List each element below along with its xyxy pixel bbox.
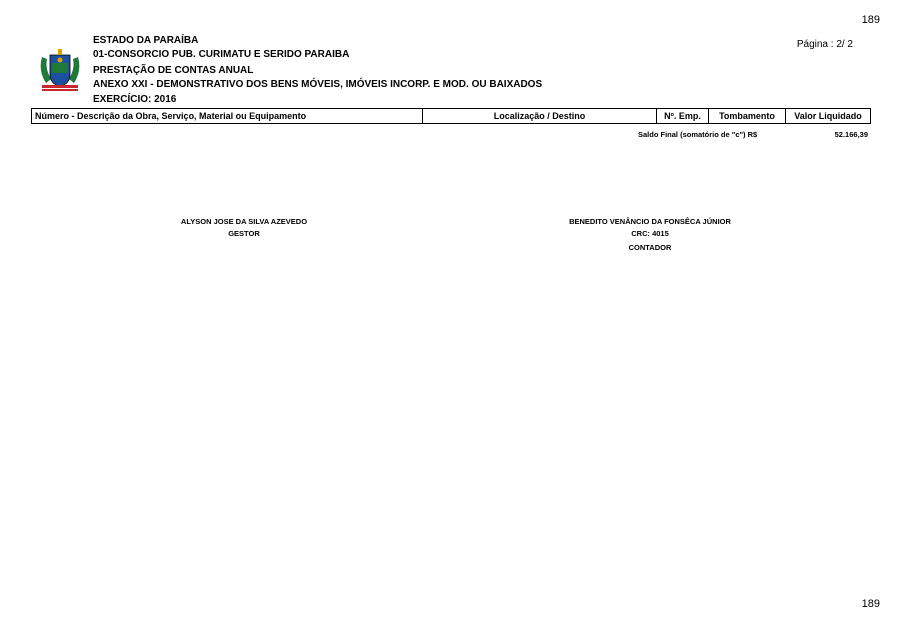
- saldo-final-value: 52.166,39: [834, 130, 868, 139]
- column-header-table: [31, 108, 871, 124]
- column-header-description: Número - Descrição da Obra, Serviço, Material ou Equipamento: [32, 109, 423, 124]
- column-header-location: Localização / Destino: [423, 109, 657, 124]
- state-coat-of-arms-icon: [38, 47, 82, 95]
- signature-contador: [530, 216, 770, 254]
- page-number-top: 189: [861, 14, 880, 26]
- gestor-role: GESTOR: [228, 229, 260, 238]
- header-annex-title: ANEXO XXI - DEMONSTRATIVO DOS BENS MÓVEIS, IMÓVEIS INCORP. E MOD. OU BAIXADOS: [93, 79, 543, 90]
- contador-crc: CRC: 4015: [631, 229, 669, 238]
- saldo-final-label: Saldo Final (somatório de "c") R$: [638, 130, 758, 139]
- contador-role: CONTADOR: [628, 243, 672, 252]
- header-entity: 01-CONSORCIO PUB. CURIMATU E SERIDO PARAIBA: [93, 49, 350, 60]
- contador-name: BENEDITO VENÂNCIO DA FONSÊCA JÚNIOR: [569, 217, 731, 226]
- column-header-emp-number: Nº. Emp.: [657, 109, 709, 124]
- column-header-row: [32, 109, 871, 124]
- column-header-valor-liquidado: Valor Liquidado: [786, 109, 871, 124]
- header-report-type: PRESTAÇÃO DE CONTAS ANUAL: [93, 65, 254, 76]
- column-header-tombamento: Tombamento: [709, 109, 786, 124]
- page-indicator: Página : 2/ 2: [796, 39, 853, 50]
- gestor-name: ALYSON JOSE DA SILVA AZEVEDO: [180, 217, 308, 226]
- header-state: ESTADO DA PARAÍBA: [93, 35, 199, 46]
- page-number-bottom: 189: [861, 598, 880, 610]
- signature-gestor: [144, 216, 344, 240]
- header-exercise-year: EXERCÍCIO: 2016: [93, 94, 177, 105]
